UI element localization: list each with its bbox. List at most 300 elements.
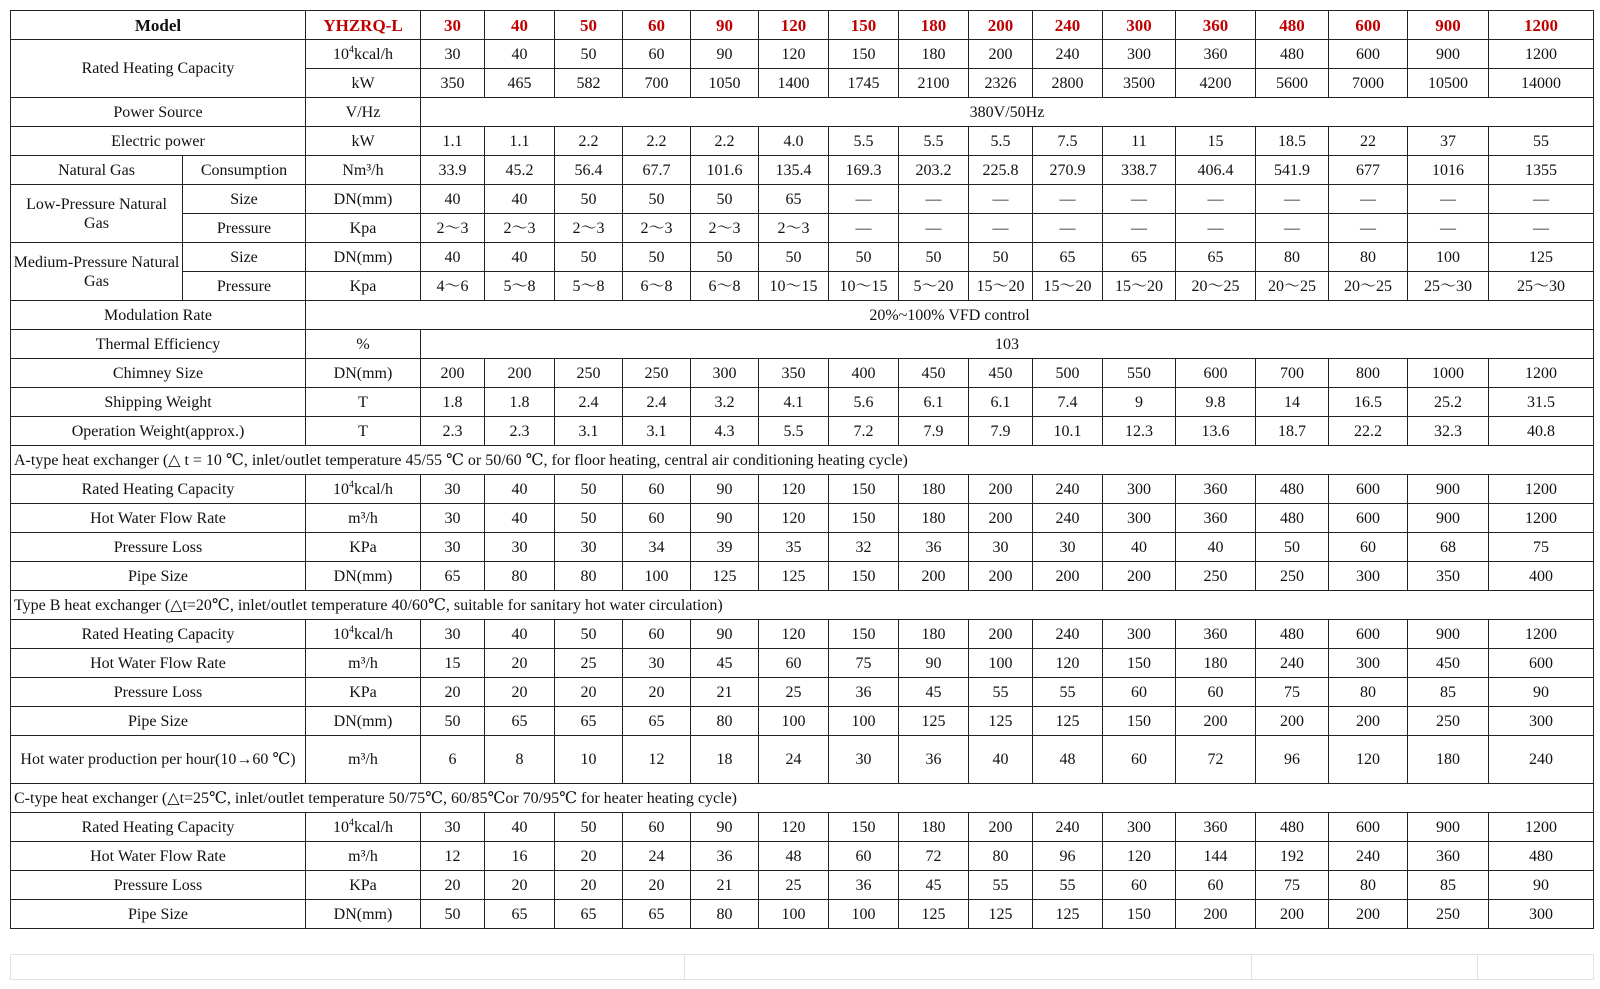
value-cell: 1016 [1408, 156, 1489, 185]
value-cell: 40 [485, 243, 555, 272]
value-cell: 5.6 [829, 388, 899, 417]
value-cell: 50 [555, 620, 623, 649]
value-cell: 400 [829, 359, 899, 388]
value-cell: 250 [1176, 562, 1256, 591]
footer-cell-divider [684, 955, 685, 979]
value-cell: 45 [691, 649, 759, 678]
value-cell: 60 [623, 40, 691, 69]
value-cell: 50 [623, 185, 691, 214]
value-cell: 60 [759, 649, 829, 678]
power-source-label: Power Source [11, 98, 306, 127]
efficiency-value: 103 [421, 330, 1594, 359]
value-cell: 2.2 [555, 127, 623, 156]
rated-heating-kcal-row [11, 40, 1594, 69]
unit-cell: m³/h [306, 736, 421, 784]
unit-kcal-exponent: 4 [348, 817, 354, 829]
value-cell: 240 [1033, 40, 1103, 69]
model-number: 1200 [1489, 11, 1594, 40]
value-cell: 55 [1489, 127, 1594, 156]
value-cell: 55 [1033, 871, 1103, 900]
value-cell: 16.5 [1329, 388, 1408, 417]
value-cell: 300 [1103, 813, 1176, 842]
value-cell: 180 [899, 504, 969, 533]
value-cell: 96 [1033, 842, 1103, 871]
unit-cell: kW [306, 69, 421, 98]
value-cell: — [1408, 214, 1489, 243]
value-cell: 600 [1329, 504, 1408, 533]
value-cell: 200 [421, 359, 485, 388]
unit-cell: DN(mm) [306, 562, 421, 591]
power-source-value: 380V/50Hz [421, 98, 1594, 127]
value-cell: 65 [555, 707, 623, 736]
value-cell: 18 [691, 736, 759, 784]
value-cell: 2.4 [623, 388, 691, 417]
value-cell: 7.4 [1033, 388, 1103, 417]
value-cell: 6～8 [623, 272, 691, 301]
value-cell: 900 [1408, 813, 1489, 842]
value-cell: 200 [1103, 562, 1176, 591]
value-cell: 50 [555, 813, 623, 842]
value-cell: 45 [899, 678, 969, 707]
value-cell: 65 [1033, 243, 1103, 272]
value-cell: 2.2 [691, 127, 759, 156]
value-cell: 80 [1256, 243, 1329, 272]
modulation-row [11, 301, 1594, 330]
value-cell: 40 [421, 243, 485, 272]
value-cell: 50 [759, 243, 829, 272]
value-cell: 20 [485, 649, 555, 678]
value-cell: 2.2 [623, 127, 691, 156]
value-cell: 100 [623, 562, 691, 591]
value-cell: 55 [969, 871, 1033, 900]
value-cell: 2800 [1033, 69, 1103, 98]
value-cell: 72 [899, 842, 969, 871]
value-cell: 120 [759, 504, 829, 533]
value-cell: 225.8 [969, 156, 1033, 185]
value-cell: 600 [1329, 813, 1408, 842]
value-cell: 37 [1408, 127, 1489, 156]
value-cell: 55 [969, 678, 1033, 707]
value-cell: 1200 [1489, 40, 1594, 69]
value-cell: 125 [899, 900, 969, 929]
value-cell: 16 [485, 842, 555, 871]
value-cell: 180 [899, 813, 969, 842]
value-cell: 300 [1103, 40, 1176, 69]
value-cell: 34 [623, 533, 691, 562]
value-cell: 4.0 [759, 127, 829, 156]
rated-heating-label: Rated Heating Capacity [11, 475, 306, 504]
value-cell: 100 [969, 649, 1033, 678]
value-cell: 25.2 [1408, 388, 1489, 417]
unit-cell: V/Hz [306, 98, 421, 127]
value-cell: 35 [759, 533, 829, 562]
value-cell: 300 [1103, 504, 1176, 533]
value-cell: 250 [1256, 562, 1329, 591]
value-cell: 21 [691, 871, 759, 900]
value-cell: 100 [759, 707, 829, 736]
type-b-flow-row [11, 649, 1594, 678]
value-cell: 125 [691, 562, 759, 591]
value-cell: 5.5 [899, 127, 969, 156]
value-cell: 2.3 [485, 417, 555, 446]
value-cell: 600 [1329, 620, 1408, 649]
value-cell: 360 [1176, 475, 1256, 504]
value-cell: 125 [759, 562, 829, 591]
unit-cell: DN(mm) [306, 185, 421, 214]
value-cell: 3.2 [691, 388, 759, 417]
value-cell: 125 [899, 707, 969, 736]
value-cell: 60 [623, 504, 691, 533]
value-cell: 25～30 [1489, 272, 1594, 301]
value-cell: 11 [1103, 127, 1176, 156]
value-cell: 2～3 [555, 214, 623, 243]
value-cell: 45 [899, 871, 969, 900]
pipe-size-label: Pipe Size [11, 707, 306, 736]
value-cell: 3500 [1103, 69, 1176, 98]
unit-cell: DN(mm) [306, 243, 421, 272]
value-cell: 20 [623, 678, 691, 707]
value-cell: 10～15 [829, 272, 899, 301]
value-cell: 200 [1329, 707, 1408, 736]
value-cell: 30 [829, 736, 899, 784]
value-cell: 22 [1329, 127, 1408, 156]
value-cell: 240 [1033, 475, 1103, 504]
value-cell: 150 [829, 620, 899, 649]
value-cell: 203.2 [899, 156, 969, 185]
value-cell: 240 [1489, 736, 1594, 784]
value-cell: 80 [691, 900, 759, 929]
value-cell: 270.9 [1033, 156, 1103, 185]
unit-cell: DN(mm) [306, 900, 421, 929]
value-cell: 36 [829, 678, 899, 707]
type-a-rated-row [11, 475, 1594, 504]
model-number: 300 [1103, 11, 1176, 40]
value-cell: 100 [1408, 243, 1489, 272]
value-cell: 7.9 [899, 417, 969, 446]
value-cell: 48 [759, 842, 829, 871]
value-cell: 21 [691, 678, 759, 707]
value-cell: 36 [691, 842, 759, 871]
value-cell: 180 [899, 620, 969, 649]
value-cell: 10.1 [1033, 417, 1103, 446]
value-cell: 5.5 [829, 127, 899, 156]
value-cell: 2.4 [555, 388, 623, 417]
power-source-row [11, 98, 1594, 127]
value-cell: 1745 [829, 69, 899, 98]
model-number: 240 [1033, 11, 1103, 40]
value-cell: — [1176, 185, 1256, 214]
type-a-flow-row [11, 504, 1594, 533]
value-cell: 200 [969, 504, 1033, 533]
unit-kcal-base: 10 [332, 45, 349, 63]
value-cell: 20 [623, 871, 691, 900]
value-cell: 120 [759, 40, 829, 69]
value-cell: 20 [555, 678, 623, 707]
value-cell: 30 [421, 40, 485, 69]
value-cell: — [1256, 214, 1329, 243]
unit-cell: m³/h [306, 504, 421, 533]
value-cell: 10 [555, 736, 623, 784]
lp-gas-size-row [11, 185, 1594, 214]
unit-cell: % [306, 330, 421, 359]
value-cell: 125 [1033, 707, 1103, 736]
value-cell: 40 [1176, 533, 1256, 562]
model-number: 150 [829, 11, 899, 40]
value-cell: 582 [555, 69, 623, 98]
unit-kcal-cell [306, 475, 421, 504]
value-cell: 200 [1176, 900, 1256, 929]
value-cell: 60 [623, 620, 691, 649]
value-cell: 56.4 [555, 156, 623, 185]
value-cell: 200 [1256, 900, 1329, 929]
operation-weight-label: Operation Weight(approx.) [11, 417, 306, 446]
unit-cell: m³/h [306, 842, 421, 871]
value-cell: 65 [1103, 243, 1176, 272]
value-cell: 120 [1329, 736, 1408, 784]
value-cell: 40 [485, 620, 555, 649]
value-cell: 600 [1329, 475, 1408, 504]
unit-kcal-exponent: 4 [348, 624, 354, 636]
value-cell: 15～20 [1103, 272, 1176, 301]
value-cell: 20 [555, 842, 623, 871]
flow-rate-label: Hot Water Flow Rate [11, 842, 306, 871]
mp-gas-pressure-row [11, 272, 1594, 301]
value-cell: 350 [1408, 562, 1489, 591]
value-cell: 15～20 [1033, 272, 1103, 301]
unit-cell: DN(mm) [306, 707, 421, 736]
value-cell: 240 [1256, 649, 1329, 678]
value-cell: 450 [899, 359, 969, 388]
value-cell: 50 [829, 243, 899, 272]
value-cell: 101.6 [691, 156, 759, 185]
value-cell: 14000 [1489, 69, 1594, 98]
value-cell: 80 [485, 562, 555, 591]
value-cell: 65 [623, 900, 691, 929]
value-cell: 96 [1256, 736, 1329, 784]
value-cell: 30 [421, 620, 485, 649]
value-cell: 900 [1408, 504, 1489, 533]
value-cell: 300 [691, 359, 759, 388]
value-cell: 18.7 [1256, 417, 1329, 446]
value-cell: 360 [1176, 40, 1256, 69]
value-cell: 90 [691, 620, 759, 649]
value-cell: 30 [421, 475, 485, 504]
value-cell: 36 [899, 736, 969, 784]
value-cell: 25 [555, 649, 623, 678]
value-cell: 120 [1103, 842, 1176, 871]
value-cell: 13.6 [1176, 417, 1256, 446]
natural-gas-label: Natural Gas [11, 156, 183, 185]
value-cell: 150 [829, 504, 899, 533]
value-cell: — [1489, 185, 1594, 214]
footer-empty-row [10, 954, 1594, 980]
value-cell: 75 [1489, 533, 1594, 562]
value-cell: 150 [829, 40, 899, 69]
type-c-pressure-loss-row [11, 871, 1594, 900]
value-cell: 120 [759, 475, 829, 504]
unit-kcal-rest: kcal/h [353, 45, 394, 63]
consumption-label: Consumption [183, 156, 306, 185]
pipe-size-label: Pipe Size [11, 900, 306, 929]
value-cell: 40 [421, 185, 485, 214]
value-cell: 700 [1256, 359, 1329, 388]
value-cell: — [1329, 214, 1408, 243]
value-cell: 125 [1033, 900, 1103, 929]
unit-cell: m³/h [306, 649, 421, 678]
value-cell: 90 [691, 475, 759, 504]
value-cell: 450 [1408, 649, 1489, 678]
value-cell: 60 [1103, 736, 1176, 784]
spec-table [10, 10, 1594, 929]
value-cell: 39 [691, 533, 759, 562]
header-row [11, 11, 1594, 40]
value-cell: 90 [1489, 871, 1594, 900]
value-cell: 50 [691, 185, 759, 214]
value-cell: 150 [829, 475, 899, 504]
value-cell: 80 [555, 562, 623, 591]
value-cell: 144 [1176, 842, 1256, 871]
value-cell: 85 [1408, 871, 1489, 900]
value-cell: 36 [829, 871, 899, 900]
type-a-pressure-loss-row [11, 533, 1594, 562]
value-cell: 65 [623, 707, 691, 736]
value-cell: — [1329, 185, 1408, 214]
value-cell: 6 [421, 736, 485, 784]
value-cell: 30 [555, 533, 623, 562]
value-cell: 10500 [1408, 69, 1489, 98]
value-cell: 1200 [1489, 504, 1594, 533]
electric-power-row [11, 127, 1594, 156]
value-cell: 50 [421, 900, 485, 929]
value-cell: 300 [1329, 649, 1408, 678]
value-cell: 360 [1408, 842, 1489, 871]
value-cell: 180 [1176, 649, 1256, 678]
value-cell: 30 [1033, 533, 1103, 562]
value-cell: 300 [1103, 475, 1176, 504]
value-cell: 45.2 [485, 156, 555, 185]
value-cell: 300 [1103, 620, 1176, 649]
value-cell: 6.1 [899, 388, 969, 417]
value-cell: 406.4 [1176, 156, 1256, 185]
value-cell: 5.5 [969, 127, 1033, 156]
unit-kcal-cell [306, 620, 421, 649]
value-cell: 150 [1103, 707, 1176, 736]
value-cell: — [1256, 185, 1329, 214]
value-cell: 300 [1489, 900, 1594, 929]
chimney-label: Chimney Size [11, 359, 306, 388]
value-cell: 80 [1329, 871, 1408, 900]
type-b-production-row [11, 736, 1594, 784]
type-a-title-row [11, 446, 1594, 475]
value-cell: 15 [421, 649, 485, 678]
value-cell: 4.3 [691, 417, 759, 446]
value-cell: 465 [485, 69, 555, 98]
unit-cell: Kpa [306, 272, 421, 301]
value-cell: 20～25 [1329, 272, 1408, 301]
gas-consumption-row [11, 156, 1594, 185]
value-cell: 10～15 [759, 272, 829, 301]
unit-kcal-rest: kcal/h [353, 818, 394, 836]
value-cell: 150 [1103, 649, 1176, 678]
value-cell: 360 [1176, 813, 1256, 842]
value-cell: 50 [555, 185, 623, 214]
value-cell: 24 [759, 736, 829, 784]
value-cell: 90 [691, 40, 759, 69]
unit-kcal-base: 10 [332, 625, 349, 643]
value-cell: — [1103, 214, 1176, 243]
value-cell: 60 [1329, 533, 1408, 562]
shipping-weight-label: Shipping Weight [11, 388, 306, 417]
value-cell: 40 [485, 504, 555, 533]
value-cell: 90 [1489, 678, 1594, 707]
model-number: 900 [1408, 11, 1489, 40]
value-cell: 40 [485, 40, 555, 69]
mp-gas-size-row [11, 243, 1594, 272]
efficiency-label: Thermal Efficiency [11, 330, 306, 359]
value-cell: — [899, 214, 969, 243]
value-cell: 60 [623, 475, 691, 504]
value-cell: 1355 [1489, 156, 1594, 185]
value-cell: — [829, 214, 899, 243]
value-cell: — [899, 185, 969, 214]
value-cell: 500 [1033, 359, 1103, 388]
model-number: 60 [623, 11, 691, 40]
type-c-title-row [11, 784, 1594, 813]
value-cell: 200 [969, 620, 1033, 649]
flow-rate-label: Hot Water Flow Rate [11, 649, 306, 678]
operation-weight-row [11, 417, 1594, 446]
value-cell: 135.4 [759, 156, 829, 185]
value-cell: 30 [623, 649, 691, 678]
value-cell: 25 [759, 871, 829, 900]
value-cell: 200 [1256, 707, 1329, 736]
value-cell: 55 [1033, 678, 1103, 707]
unit-cell: kW [306, 127, 421, 156]
value-cell: 80 [691, 707, 759, 736]
lp-gas-pressure-row [11, 214, 1594, 243]
value-cell: 480 [1256, 813, 1329, 842]
value-cell: 68 [1408, 533, 1489, 562]
type-a-pipe-size-row [11, 562, 1594, 591]
value-cell: 20～25 [1176, 272, 1256, 301]
pressure-label: Pressure [183, 272, 306, 301]
value-cell: 50 [691, 243, 759, 272]
model-number: 50 [555, 11, 623, 40]
unit-kcal-exponent: 4 [348, 479, 354, 491]
value-cell: 85 [1408, 678, 1489, 707]
value-cell: — [1408, 185, 1489, 214]
value-cell: 100 [829, 707, 899, 736]
type-a-title: A-type heat exchanger (△ t = 10 ℃, inlet/outlet temperature 45/55 ℃ or 50/60 ℃, for floor heating, central air conditioning heating cycle) [11, 446, 1594, 475]
model-number: 90 [691, 11, 759, 40]
value-cell: 48 [1033, 736, 1103, 784]
value-cell: 3.1 [555, 417, 623, 446]
unit-cell: T [306, 417, 421, 446]
value-cell: 40 [969, 736, 1033, 784]
value-cell: — [1103, 185, 1176, 214]
value-cell: 250 [1408, 707, 1489, 736]
value-cell: 50 [969, 243, 1033, 272]
value-cell: 7.5 [1033, 127, 1103, 156]
value-cell: 65 [555, 900, 623, 929]
value-cell: 250 [555, 359, 623, 388]
value-cell: 80 [1329, 678, 1408, 707]
value-cell: 65 [485, 900, 555, 929]
value-cell: 20 [485, 678, 555, 707]
value-cell: 2～3 [421, 214, 485, 243]
value-cell: 40.8 [1489, 417, 1594, 446]
type-b-rated-row [11, 620, 1594, 649]
